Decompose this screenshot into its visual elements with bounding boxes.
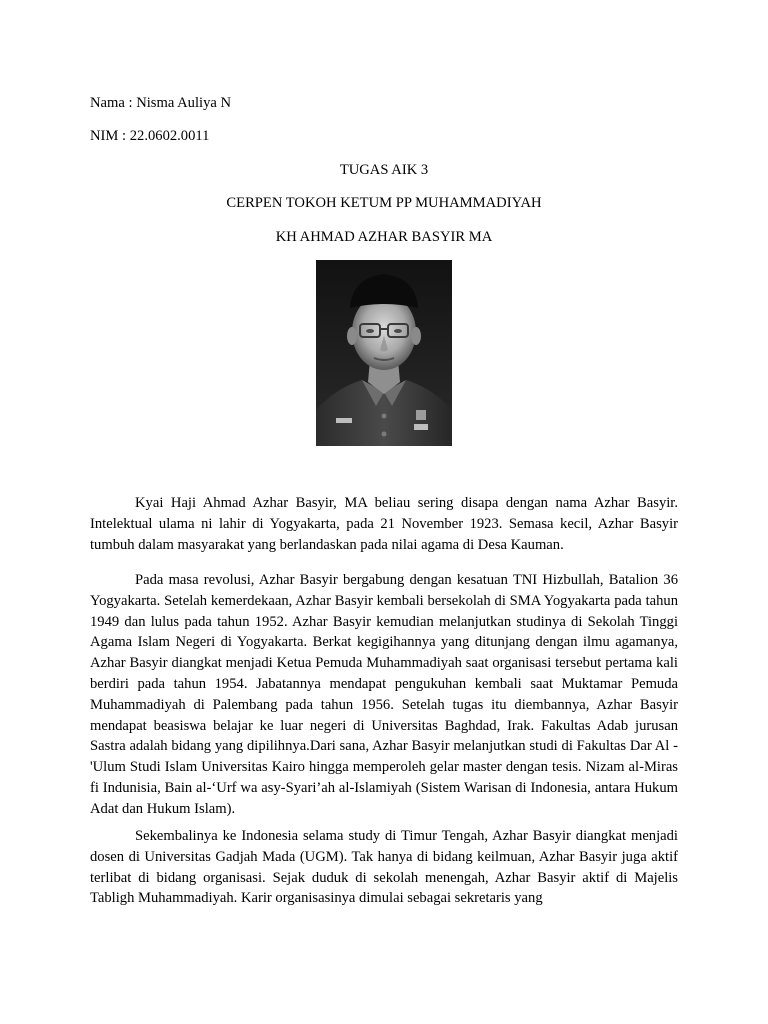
paragraph-2: Pada masa revolusi, Azhar Basyir bergabung dengan kesatuan TNI Hizbullah, Batalion 36 Yogyakarta. Setelah kemerdekaan, Azhar Basyir kembali bersekolah di SMA Yogyakarta pada tahun 1949 dan lulus pada tahun 1952. Azhar Basyir kemudian melanjutkan studinya di Sekolah Tinggi Agama Islam Negeri di Yogyakarta. Berkat kegigihannya yang ditunjang dengan ilmu agamanya, Azhar Basyir diangkat menjadi Ketua Pemuda Muhammadiyah saat organisasi tersebut pertama kali berdiri pada tahun 1954. Jabatannya mendapat pengukuhan kembali saat Muktamar Pemuda Muhammadiyah di Palembang pada tahun 1956. Setelah tugas itu diembannya, Azhar Basyir mendapat beasiswa belajar ke luar negeri di Universitas Baghdad, Irak. Fakultas Adab jurusan Sastra adalah bidang yang dipilihnya.Dari sana, Azhar Basyir melanjutkan studi di Fakultas Dar Al -'Ulum Studi Islam Universitas Kairo hingga memperoleh gelar master dengan tesis. Nizam al-Miras fi Indunisia, Bain al-‘Urf wa asy-Syari’ah al-Islamiyah (Sistem Warisan di Indonesia, antara Hukum Adat dan Hukum Islam).: [90, 572, 678, 817]
story-title: CERPEN TOKOH KETUM PP MUHAMMADIYAH: [226, 195, 542, 211]
figure-name-title: KH AHMAD AZHAR BASYIR MA: [275, 229, 493, 245]
portrait-photo: [316, 260, 452, 446]
paragraph-1: Kyai Haji Ahmad Azhar Basyir, MA beliau sering disapa dengan nama Azhar Basyir. Intelektual ulama ni lahir di Yogyakarta, pada 21 November 1923. Semasa kecil, Azhar Basyir tumbuh dalam masyarakat yang berlandaskan pada nilai agama di Desa Kauman.: [90, 495, 678, 553]
assignment-title: TUGAS AIK 3: [339, 162, 429, 178]
paragraph-3: Sekembalinya ke Indonesia selama study di Timur Tengah, Azhar Basyir diangkat menjadi dosen di Universitas Gadjah Mada (UGM). Tak hanya di bidang keilmuan, Azhar Basyir juga aktif terlibat di bidang organisasi. Sejak duduk di sekolah menengah, Azhar Basyir aktif di Majelis Tabligh Muhammadiyah. Karir organisasinya dimulai sebagai sekretaris yang: [90, 828, 678, 907]
student-nim: NIM : 22.0602.0011: [90, 128, 210, 144]
student-name: Nama : Nisma Auliya N: [90, 95, 232, 111]
